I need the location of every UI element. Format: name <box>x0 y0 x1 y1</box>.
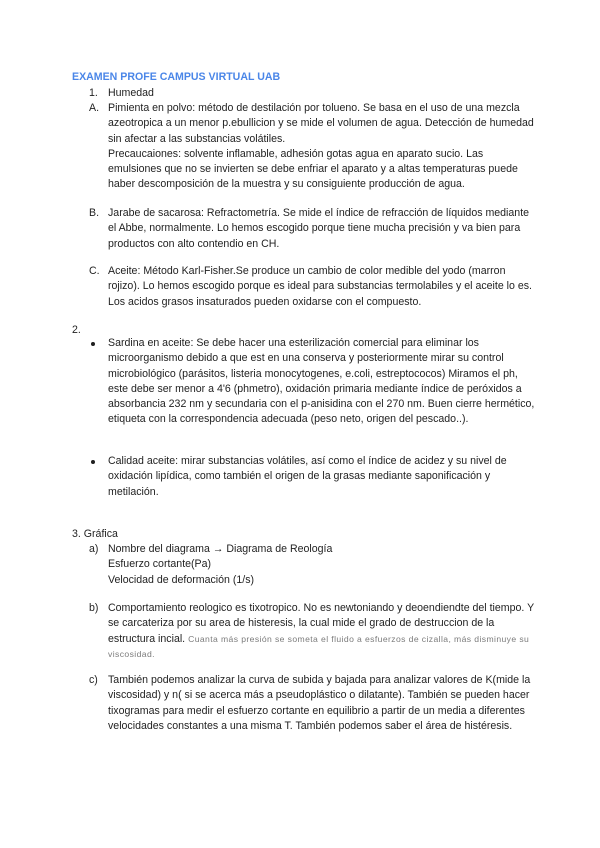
bullet-dot <box>91 342 95 346</box>
bullet-sardina-text: Sardina en aceite: Se debe hacer una esterilización comercial para eliminar los microorganismo debido a que est en una conserva y posteriormente mirar su control microbiológico (parásitos, listeria monocytogenes, e.coli, estreptococos) Miramos el ph, este debe ser menor a 4'6 (phmetro), oxidación primaria mediante índice de peróxidos a absorbancia 232 nm y secundaria con el p-anisidina con el 270 nm. Buen cierre hermético, etiqueta con la correspondencia adecuada (peso neto, origen del pescado..). <box>108 337 535 426</box>
item-3b-note: Cuanta más presión se someta el fluido a esfuerzos de cizalla, más disminuye su viscosidad. <box>108 633 530 659</box>
item-b-marker: B. <box>89 207 100 219</box>
bullet-dot <box>91 460 95 464</box>
bullet-calidad-aceite-text: Calidad aceite: mirar substancias volátiles, así como el índice de acidez y su nivel de oxidación lipídica, como también el origen de la grasas mediante saponificación y metilación. <box>108 455 507 498</box>
item-3c-marker: c) <box>89 674 98 686</box>
item-a-paragraph-1: Pimienta en polvo: método de destilación por tolueno. Se basa en el uso de una mezcla azeotropica a un menor p.ebullicion y se mide el volumen de agua. Detección de humedad sin afectar a las substancias volátiles. <box>108 102 534 145</box>
section-1-number: 1. <box>89 87 98 99</box>
item-a-text <box>108 101 538 193</box>
item-b-text: Jarabe de sacarosa: Refractometría. Se mide el índice de refracción de líquidos mediante el Abbe, normalmente. Lo hemos escogido porque tiene mucha precisión y va bien para productos con alto contendio en CH. <box>108 207 530 250</box>
x-axis-label-line: Velocidad de deformación (1/s) <box>108 573 255 586</box>
item-c-text: Aceite: Método Karl-Fisher.Se produce un cambio de color medible del yodo (marron rojizo). Lo hemos escogido porque es ideal para substancias termolabiles y el aceite lo es. Los acidos grasos insaturados pueden oxidarse con el compuesto. <box>108 265 532 308</box>
section-1-heading: Humedad <box>108 87 154 99</box>
item-3b-marker: b) <box>89 602 99 614</box>
item-3a-text <box>108 542 538 588</box>
item-a-paragraph-2: Precaucaiones: solvente inflamable, adhesión gotas agua en aparato sucio. Las emulsiones que no se invierten se debe enfriar el aparato y a altas temperaturas puede haber descomposición de la muestra y su consiguiente producción de agua. <box>108 147 518 191</box>
diagram-name-line: Nombre del diagrama → Diagrama de Reología <box>108 543 333 555</box>
item-3b-text <box>108 601 538 662</box>
section-2-number: 2. <box>72 324 81 336</box>
item-a-marker: A. <box>89 102 100 114</box>
item-3a-marker: a) <box>89 543 99 555</box>
document-title: EXAMEN PROFE CAMPUS VIRTUAL UAB <box>72 71 281 83</box>
section-3-heading: 3. Gráfica <box>72 528 118 540</box>
item-c-marker: C. <box>89 265 100 277</box>
y-axis-label-line: Esfuerzo cortante(Pa) <box>108 558 212 571</box>
item-3c-text: También podemos analizar la curva de subida y bajada para analizar valores de K(mide la viscosidad) y n( si se acerca más a pseudoplástico o dilatante). También se pueden hacer tixogramas para medir el esfuerzo cortante en equilibrio a partir de un media a diferentes velocidades constantes a una misma T. También podemos saber el área de histéresis. <box>108 674 531 732</box>
item-3b-main-text: Comportamiento reologico es tixotropico. No es newtoniando y deoendiendte del tiempo. Y se carcateriza por su area de histeresis, la cual mide el grado de destruccion de la estructura incial. <box>108 602 534 645</box>
